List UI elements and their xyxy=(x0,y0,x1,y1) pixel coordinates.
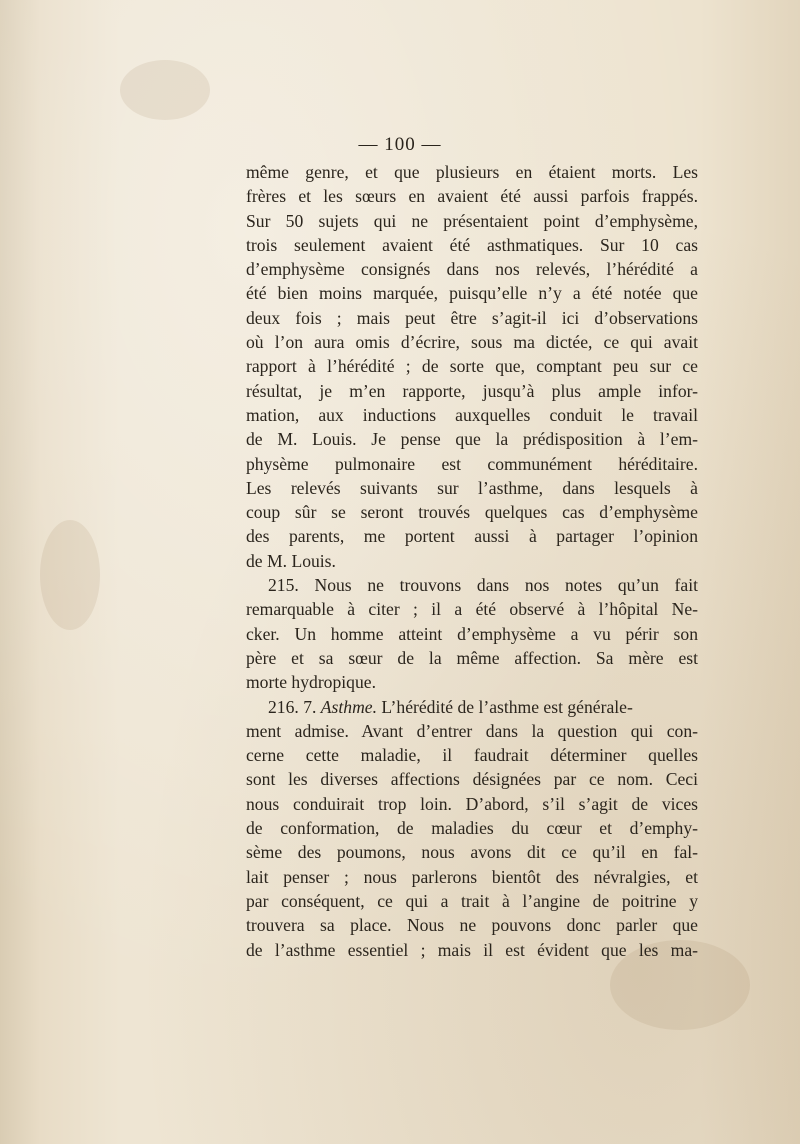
section-number: 216. 7. xyxy=(268,696,317,717)
text-line: même genre, et que plusieurs en étaient morts. Les xyxy=(246,162,698,182)
text-line: ment admise. Avant d’entrer dans la question qui con- xyxy=(246,720,698,741)
text-line: résultat, je m’en rapporte, jusqu’à plus ample infor- xyxy=(246,380,698,401)
text-line: trois seulement avaient été asthmatiques. Sur 10 cas xyxy=(246,234,698,255)
text-line: où l’on aura omis d’écrire, sous ma dictée, ce qui avait xyxy=(246,332,698,353)
text-line: des parents, me portent aussi à partager l’opinion xyxy=(246,526,698,547)
paper-stain xyxy=(40,520,100,630)
text-line: cerne cette maladie, il faudrait déterminer quelles xyxy=(246,745,698,766)
text-line: sème des poumons, nous avons dit ce qu’il en fal- xyxy=(246,842,698,863)
text-line: Les relevés suivants sur l’asthme, dans lesquels à xyxy=(246,477,698,498)
paper-stain xyxy=(120,60,210,120)
text-line: sont les diverses affections désignées par ce nom. Ceci xyxy=(246,769,698,790)
text-line: Sur 50 sujets qui ne présentaient point d’emphysème, xyxy=(246,210,698,231)
paragraph-215-start: 215. Nous ne trouvons dans nos notes qu’un fait xyxy=(268,575,698,596)
text-line: rapport à l’hérédité ; de sorte que, comptant peu sur ce xyxy=(246,356,698,377)
section-heading-asthme: Asthme. xyxy=(320,696,377,717)
text-line: d’emphysème consignés dans nos relevés, l’hérédité a xyxy=(246,259,698,280)
text-line: de conformation, de maladies du cœur et d’emphy- xyxy=(246,818,698,839)
text-line: trouvera sa place. Nous ne pouvons donc parler que xyxy=(246,915,698,936)
paragraph-216-start xyxy=(246,695,698,719)
body-text xyxy=(246,160,698,962)
text-line: mation, aux inductions auxquelles conduit le travail xyxy=(246,404,698,425)
text-line: de M. Louis. xyxy=(246,550,336,571)
text-line: morte hydropique. xyxy=(246,672,376,693)
text-line: de l’asthme essentiel ; mais il est évident que les ma- xyxy=(246,939,698,960)
text-line: coup sûr se seront trouvés quelques cas d’emphysème xyxy=(246,502,698,523)
text-line: remarquable à citer ; il a été observé à l’hôpital Ne- xyxy=(246,599,698,620)
text-line: par conséquent, ce qui a trait à l’angine de poitrine y xyxy=(246,890,698,911)
page-number: — 100 — xyxy=(358,134,442,155)
text-line: père et sa sœur de la même affection. Sa mère est xyxy=(246,647,698,668)
text-line: lait penser ; nous parlerons bientôt des névralgies, et xyxy=(246,866,698,887)
text-line: L’hérédité de l’asthme est générale- xyxy=(381,696,633,717)
text-line: de M. Louis. Je pense que la prédisposition à l’em- xyxy=(246,429,698,450)
text-line: frères et les sœurs en avaient été aussi parfois frappés. xyxy=(246,186,698,207)
text-line: physème pulmonaire est communément héréditaire. xyxy=(246,453,698,474)
text-line: cker. Un homme atteint d’emphysème a vu périr son xyxy=(246,623,698,644)
text-line: été bien moins marquée, puisqu’elle n’y a été notée que xyxy=(246,283,698,304)
text-line: deux fois ; mais peut être s’agit-il ici d’observations xyxy=(246,307,698,328)
text-line: nous conduirait trop loin. D’abord, s’il s’agit de vices xyxy=(246,793,698,814)
